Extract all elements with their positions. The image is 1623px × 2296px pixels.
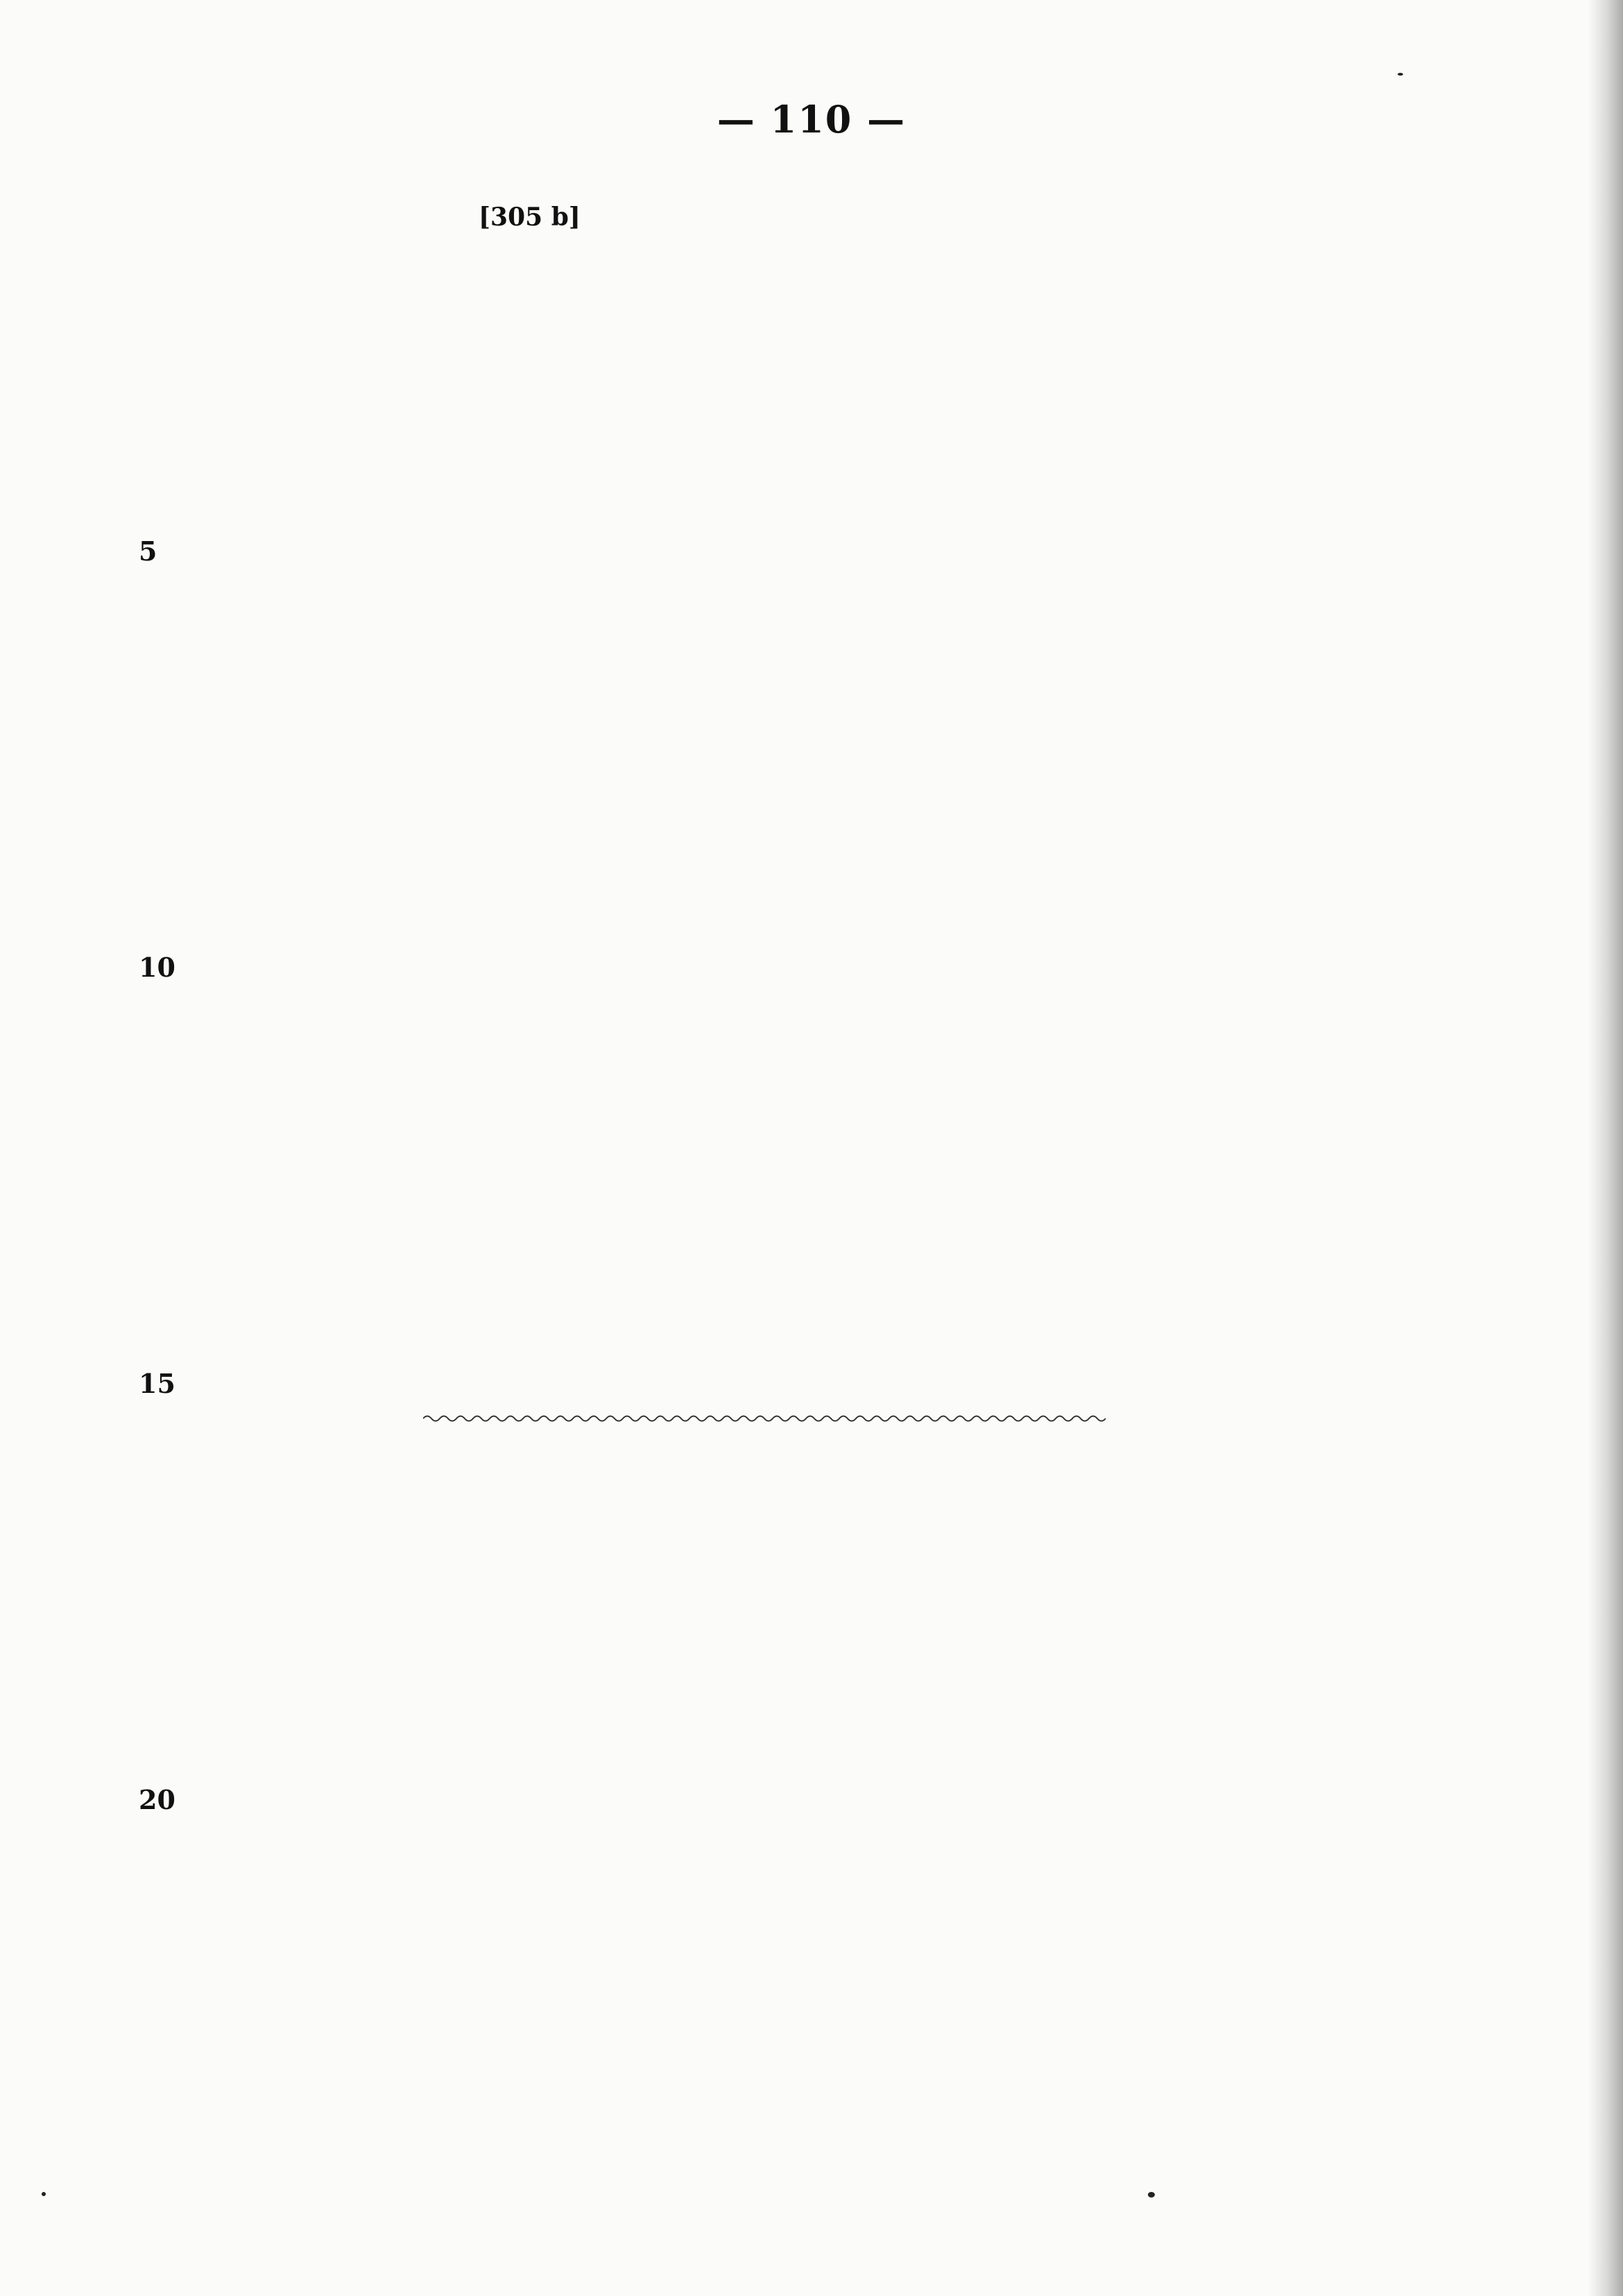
text-line — [0, 590, 1623, 673]
text-line — [0, 756, 1623, 839]
text-line — [0, 1505, 1623, 1588]
text-line — [0, 1588, 1623, 1672]
line-number: 5 — [139, 536, 157, 567]
text-line — [0, 1089, 1623, 1172]
text-line — [0, 1006, 1623, 1089]
text-line — [0, 257, 1623, 340]
ink-speck — [1148, 2192, 1155, 2198]
text-line — [0, 1339, 1623, 1422]
text-line — [0, 423, 1623, 506]
text-line — [0, 340, 1623, 423]
text-line — [0, 1422, 1623, 1505]
ink-speck — [1398, 73, 1403, 76]
text-line — [0, 923, 1623, 1006]
line-number: 20 — [139, 1784, 175, 1815]
text-block — [0, 173, 1623, 1838]
line-number: 10 — [139, 952, 175, 983]
folio-marker: [305 b] — [479, 203, 581, 232]
ink-speck — [42, 2192, 46, 2196]
page-number: — 110 — — [716, 97, 907, 142]
line-number: 15 — [139, 1368, 175, 1399]
text-line — [0, 1172, 1623, 1256]
text-line — [0, 1755, 1623, 1838]
text-line — [0, 1256, 1623, 1339]
text-line — [0, 1672, 1623, 1755]
text-line — [0, 839, 1623, 923]
text-line — [0, 673, 1623, 756]
text-line — [0, 173, 1623, 257]
text-line — [0, 506, 1623, 590]
